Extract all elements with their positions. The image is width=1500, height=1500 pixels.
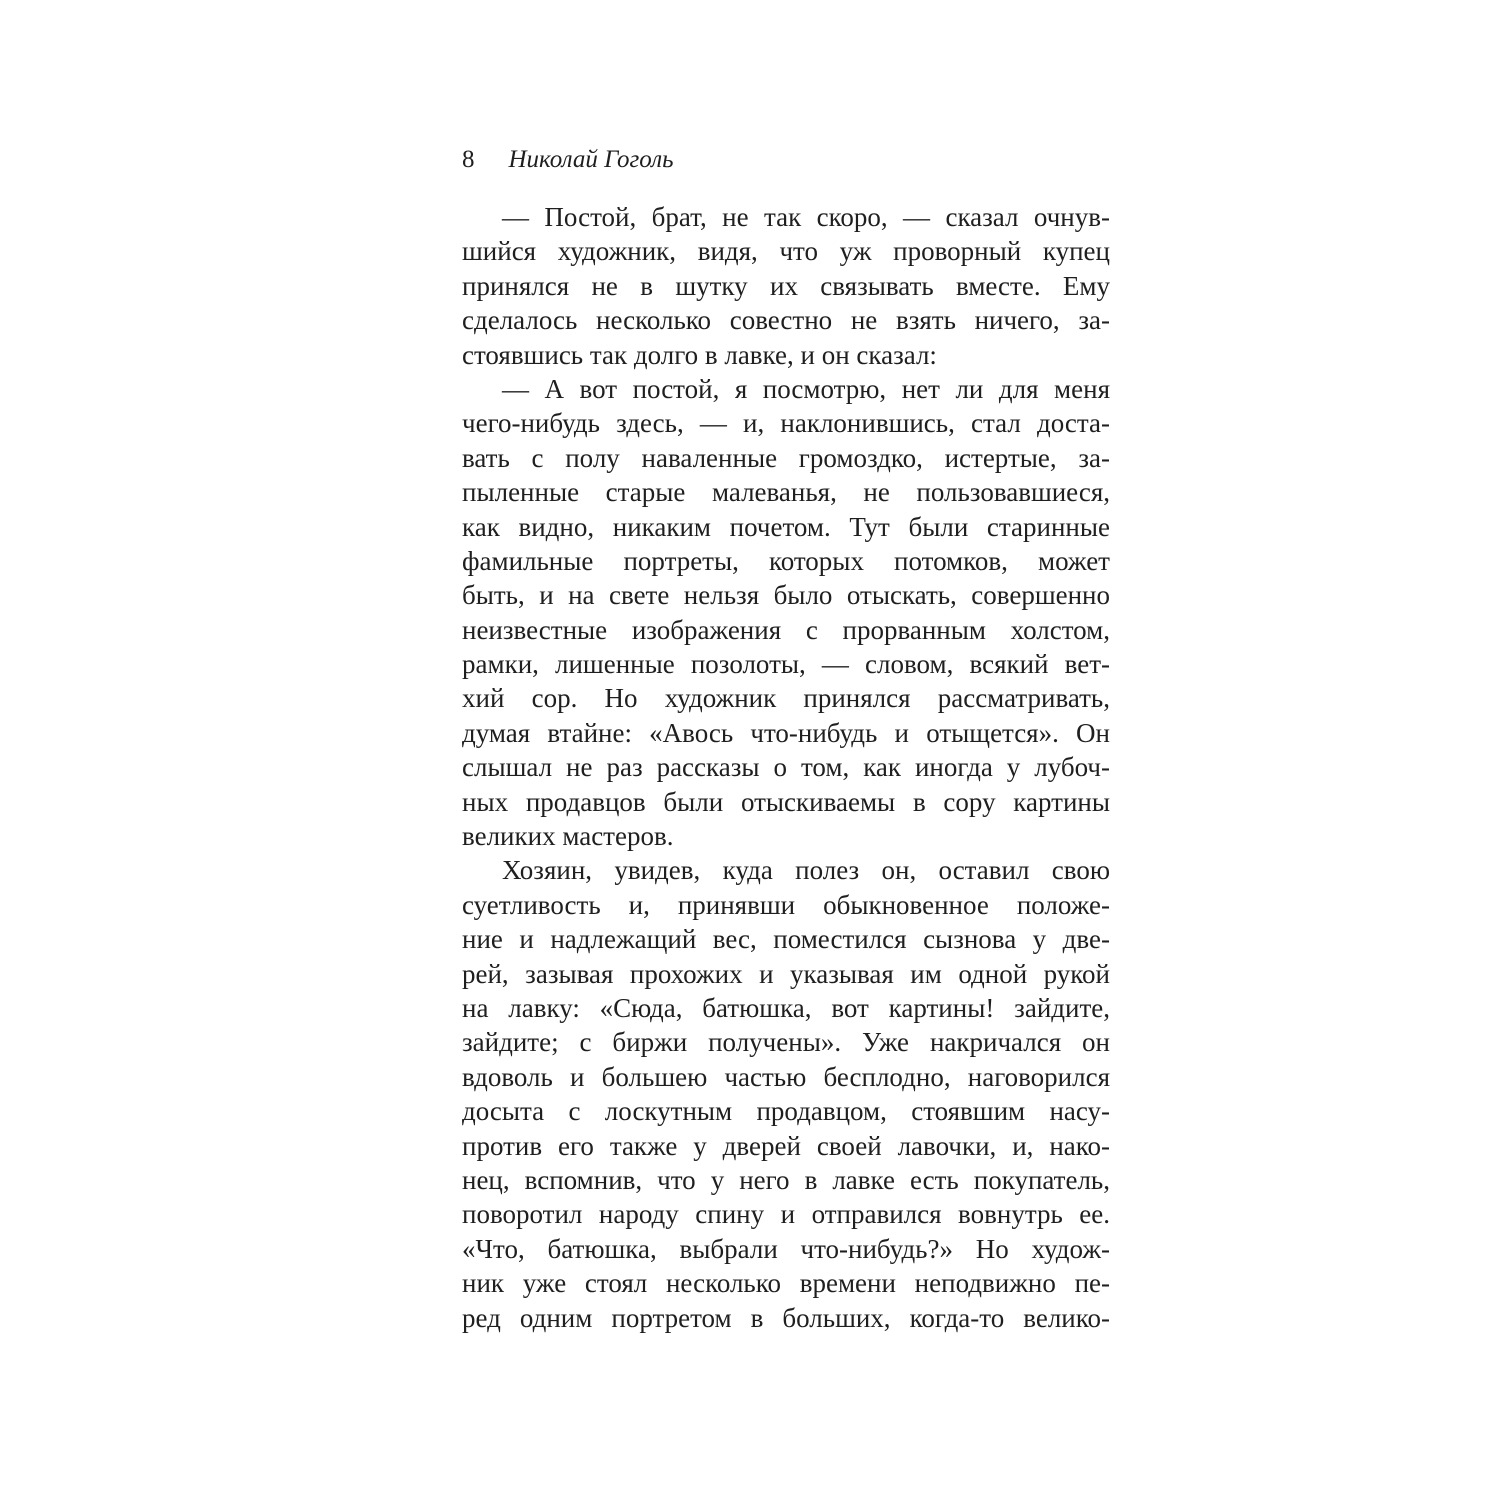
book-page — [462, 140, 1110, 1335]
author-name: Николай Гоголь — [508, 146, 674, 173]
text-line: пыленные старые малеванья, не пользовавшиеся, — [462, 477, 1110, 508]
text-line: — А вот постой, я посмотрю, нет ли для меня — [502, 373, 1110, 404]
text-line: против его также у дверей своей лавочки, и, нако- — [462, 1130, 1110, 1161]
text-line: фамильные портреты, которых потомков, может — [462, 545, 1110, 576]
text-line: шийся художник, видя, что уж проворный купец — [462, 236, 1110, 267]
text-line: вдоволь и большею частью бесплодно, наговорился — [462, 1061, 1110, 1092]
body-text — [462, 200, 1110, 1335]
text-line: вать с полу наваленные громоздко, истертые, за- — [462, 442, 1110, 473]
text-line: ных продавцов были отыскиваемы в сору картины — [462, 786, 1110, 817]
text-line: Хозяин, увидев, куда полез он, оставил свою — [502, 855, 1110, 886]
text-line: принялся не в шутку их связывать вместе. Ему — [462, 270, 1110, 301]
text-line: думая втайне: «Авось что-нибудь и отыщется». Он — [462, 717, 1110, 748]
paragraph-2 — [462, 372, 1110, 853]
text-line: сделалось несколько совестно не взять ничего, за- — [462, 305, 1110, 336]
text-line: суетливость и, принявши обыкновенное положе- — [462, 889, 1110, 920]
text-line: ред одним портретом в больших, когда-то велико- — [462, 1302, 1110, 1333]
text-line: хий сор. Но художник принялся рассматривать, — [462, 683, 1110, 714]
text-line: нец, вспомнив, что у него в лавке есть покупатель, — [462, 1164, 1110, 1195]
text-line: как видно, никаким почетом. Тут были старинные — [462, 511, 1110, 542]
text-line: чего-нибудь здесь, — и, наклонившись, стал доста- — [462, 408, 1110, 439]
text-line: стоявшись так долго в лавке, и он сказал: — [462, 339, 937, 370]
text-line: — Постой, брат, не так скоро, — сказал очнув- — [502, 202, 1110, 232]
text-line: рамки, лишенные позолоты, — словом, всякий вет- — [462, 649, 1110, 680]
text-line: досыта с лоскутным продавцом, стоявшим насу- — [462, 1096, 1110, 1127]
text-line: слышал не раз рассказы о том, как иногда у лубоч- — [462, 752, 1110, 783]
text-line: на лавку: «Сюда, батюшка, вот картины! зайдите, — [462, 992, 1110, 1023]
text-line: быть, и на свете нельзя было отыскать, совершенно — [462, 580, 1110, 611]
text-line: ник уже стоял несколько времени неподвижно пе- — [462, 1268, 1110, 1299]
paragraph-1 — [462, 200, 1110, 372]
text-line: неизвестные изображения с прорванным холстом, — [462, 614, 1110, 645]
paragraph-3 — [462, 853, 1110, 1334]
text-line: поворотил народу спину и отправился вовнутрь ее. — [462, 1199, 1110, 1230]
text-line: зайдите; с биржи получены». Уже накричался он — [462, 1027, 1110, 1058]
text-line: ние и надлежащий вес, поместился сызнова у две- — [462, 924, 1110, 955]
text-line: великих мастеров. — [462, 821, 674, 852]
page-number: 8 — [462, 146, 475, 173]
text-line: рей, зазывая прохожих и указывая им одной рукой — [462, 958, 1110, 989]
running-head — [462, 140, 1110, 180]
text-line: «Что, батюшка, выбрали что-нибудь?» Но худож- — [462, 1233, 1110, 1264]
